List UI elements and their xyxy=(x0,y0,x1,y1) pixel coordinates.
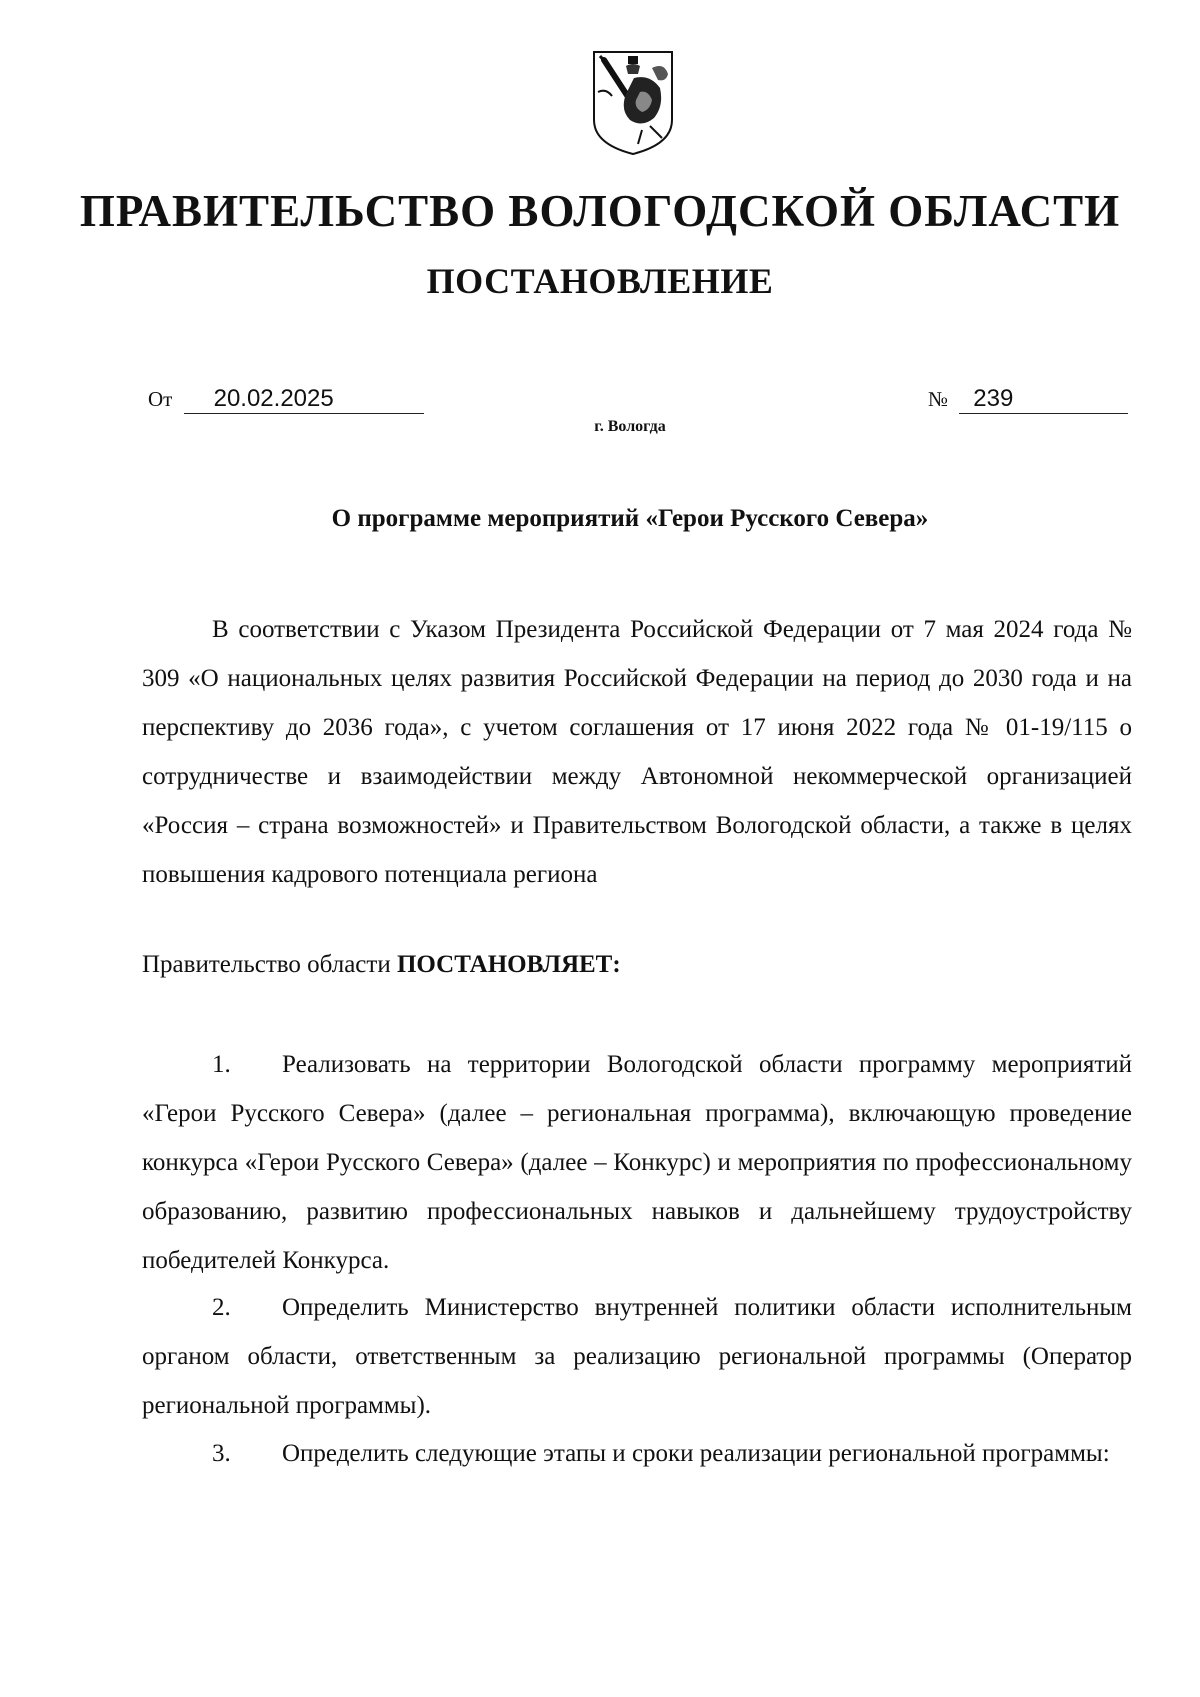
preamble-paragraph: В соответствии с Указом Президента Российской Федерации от 7 мая 2024 года № 309 «О национальных целях развития Российской Федерации на период до 2030 года и на перспективу до 2036 года», с учетом соглашения от 17 июня 2022 года № 01-19/115 о сотрудничестве и взаимодействии между Автономной некоммерческой организацией «Россия – страна возможностей» и Правительством Вологодской области, а также в целях повышения кадрового потенциала региона xyxy=(142,616,1132,888)
date-label: От xyxy=(148,387,173,411)
number-label: № xyxy=(928,387,949,411)
number-value: 239 xyxy=(959,385,1128,414)
date-value: 20.02.2025 xyxy=(184,385,424,414)
government-title: ПРАВИТЕЛЬСТВО ВОЛОГОДСКОЙ ОБЛАСТИ xyxy=(79,186,1121,236)
item-number: 2. xyxy=(212,1294,231,1321)
document-type-heading: ПОСТАНОВЛЕНИЕ xyxy=(426,261,774,301)
list-item xyxy=(142,1283,1132,1430)
date-field xyxy=(148,385,424,414)
decree-keyword: ПОСТАНОВЛЯЕТ: xyxy=(396,951,621,978)
item-number: 1. xyxy=(212,1051,231,1078)
item-text: Определить Министерство внутренней политики области исполнительным органом области, ответственным за реализацию региональной программы (Оператор региональной программы). xyxy=(142,1294,1132,1419)
coat-of-arms-icon xyxy=(590,48,676,158)
list-item xyxy=(142,1040,1132,1285)
decree-prefix: Правительство области xyxy=(142,951,397,978)
number-field xyxy=(928,385,1128,414)
item-text: Определить следующие этапы и сроки реализации региональной программы: xyxy=(282,1440,1110,1467)
item-number: 3. xyxy=(212,1440,231,1467)
city-label: г. Вологда xyxy=(594,418,666,435)
decree-line xyxy=(142,940,1132,989)
list-item xyxy=(142,1429,1132,1478)
document-subject: О программе мероприятий «Герои Русского Севера» xyxy=(331,505,929,532)
item-text: Реализовать на территории Вологодской области программу мероприятий «Герои Русского Севера» (далее – региональная программа), включающую проведение конкурса «Герои Русского Севера» (далее – Конкурс) и мероприятия по профессиональному образованию, развитию профессиональных навыков и дальнейшему трудоустройству победителей Конкурса. xyxy=(142,1051,1132,1274)
